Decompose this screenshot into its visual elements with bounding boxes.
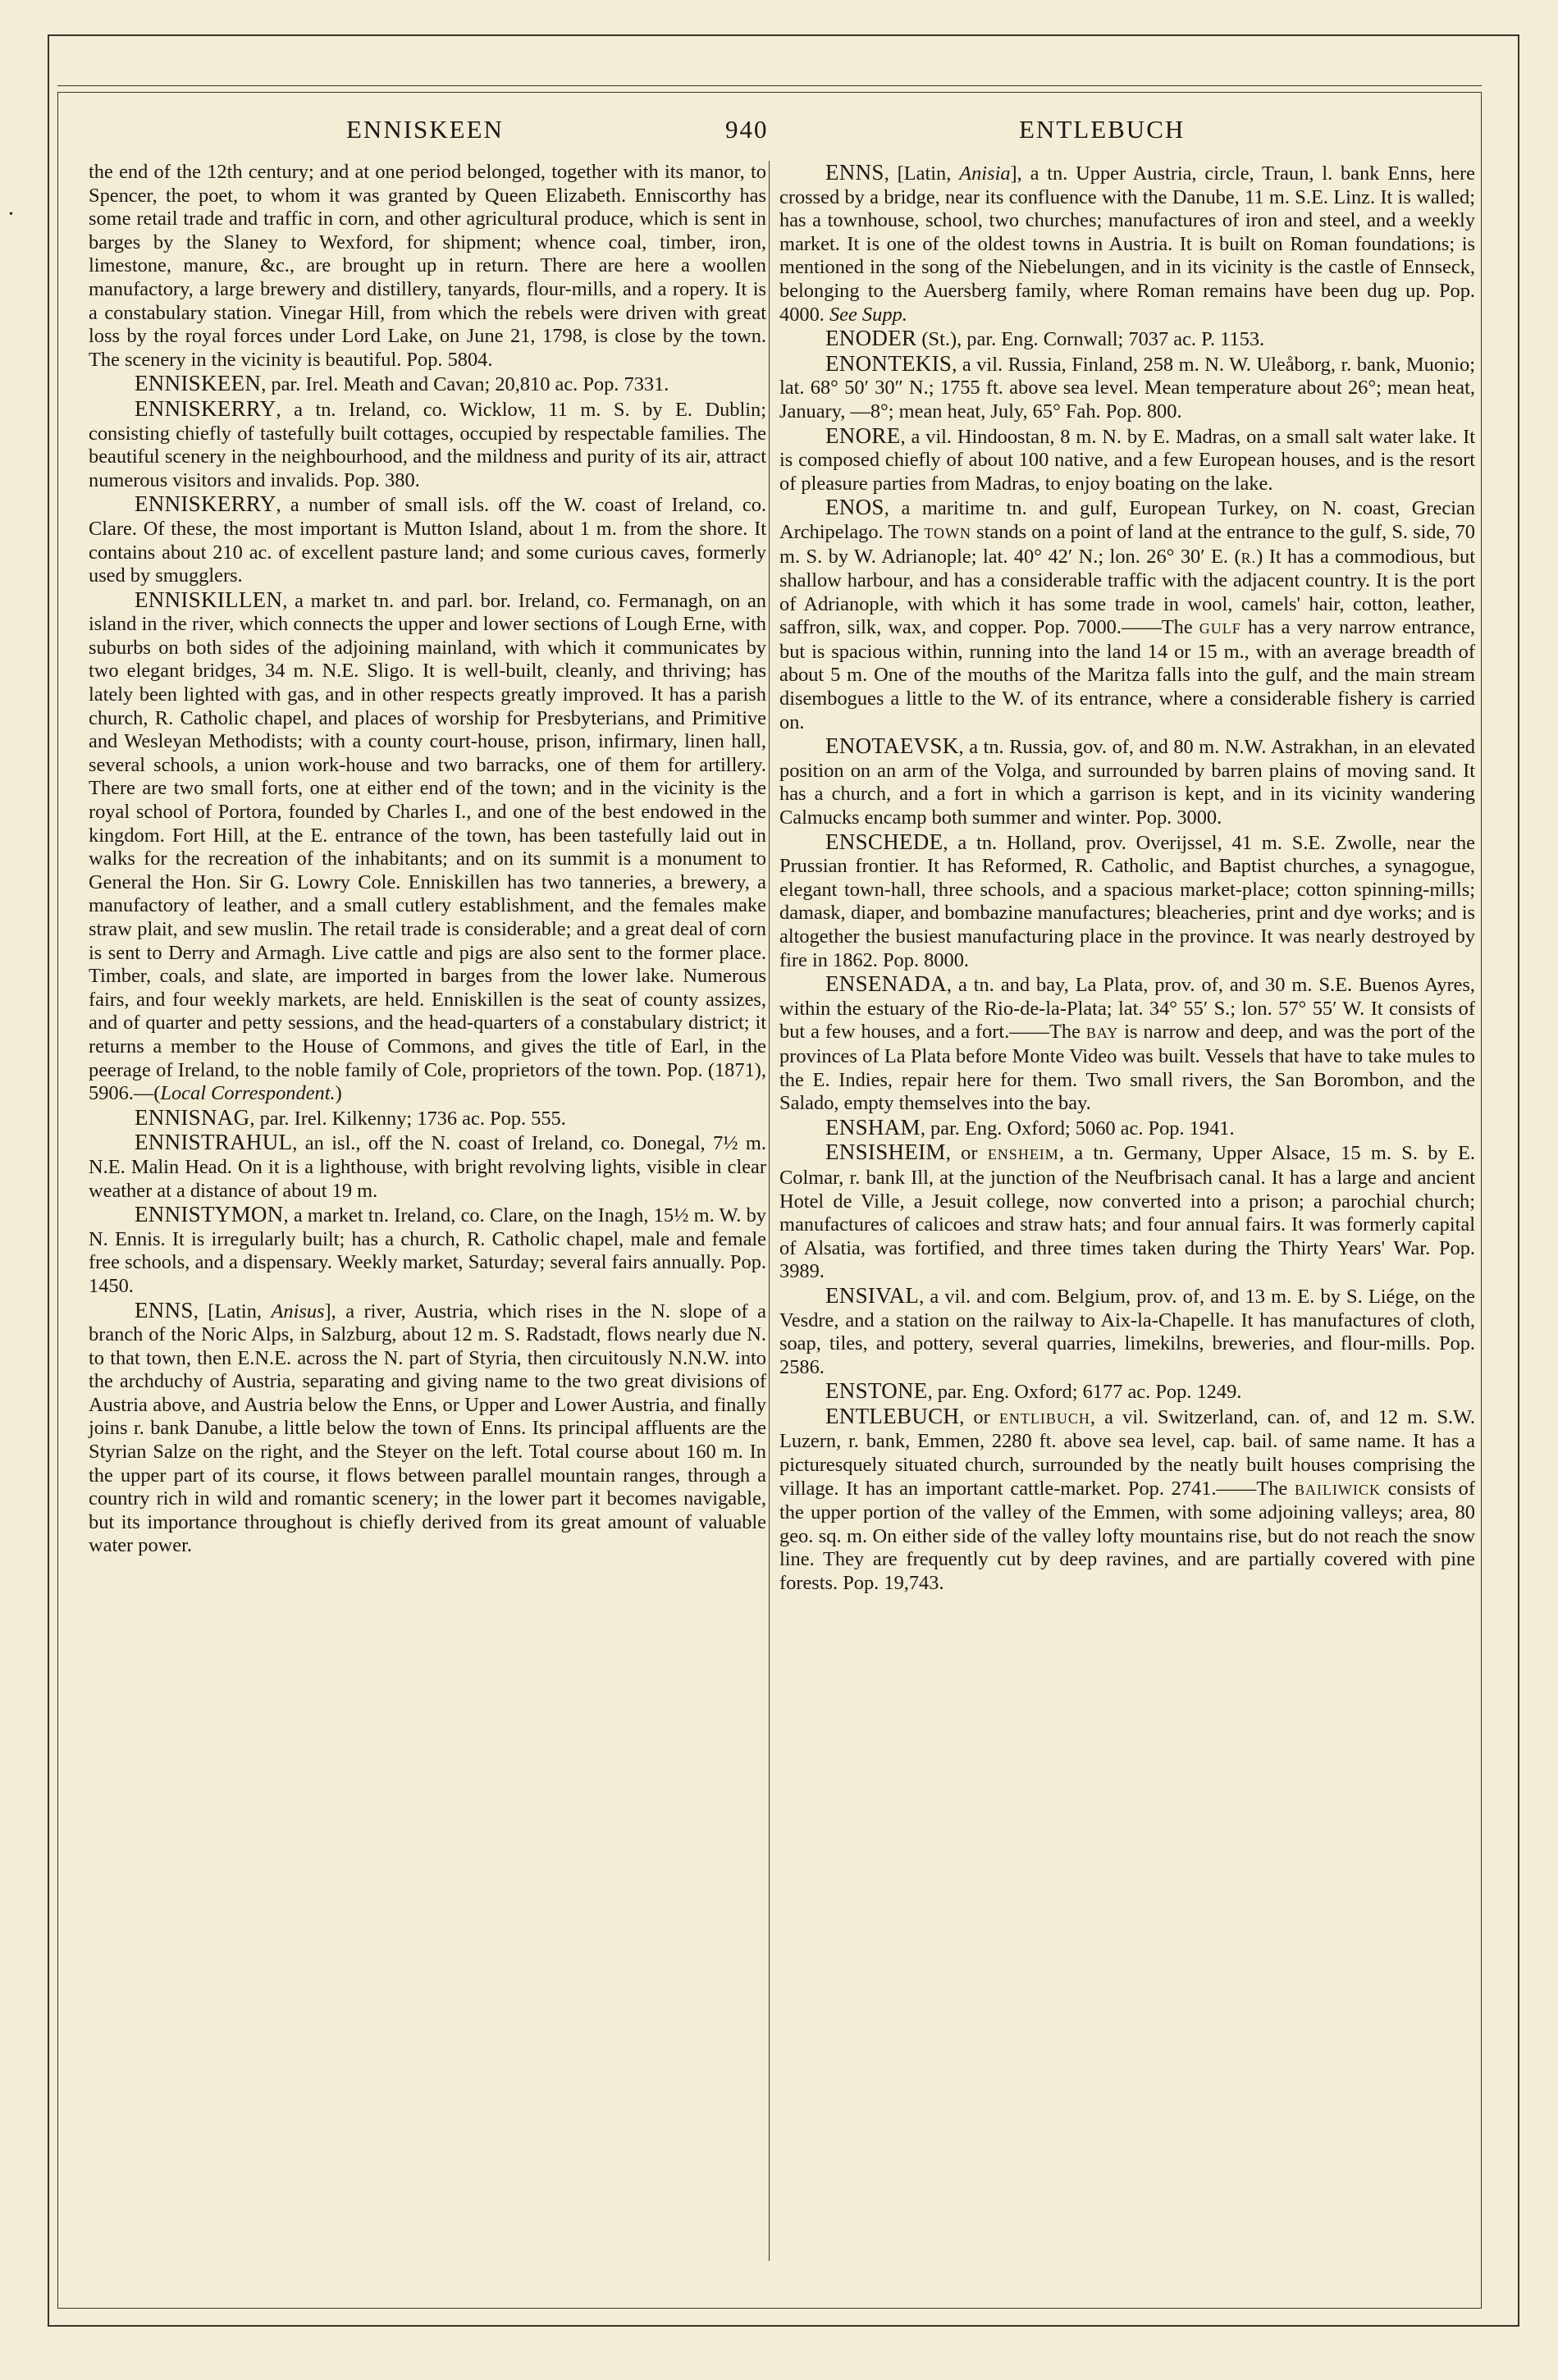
headword: ENNISTRAHUL — [135, 1130, 293, 1155]
entry-enstone: ENSTONE, par. Eng. Oxford; 6177 ac. Pop. 1249. — [825, 1378, 1242, 1404]
entry-entlebuch: ENTLEBUCH, or ENTLIBUCH, a vil. Switzerland, can. of, and 12 m. S.W. Luzern, r. bank, Emmen, 2280 ft. above sea level, cap. bail. of same name. It has a picturesquely situated church, surrounded by the neatly built houses comprising the village. It has an important cattle-market. Pop. 2741.——The BAILIWICK consists of the upper portion of the valley of the Emmen, with some adjoining valleys; area, 80 geo. sq. m. On either side of the valley lofty mountains rise, but do not reach the snow line. They are frequently cut by deep ravines, and are partially covered with pine forests. Pop. 19,743. — [779, 1403, 1475, 1595]
entry-enniskerry-isles: ENNISKERRY, a number of small isls. off the W. coast of Ireland, co. Clare. Of these, the most important is Mutton Island, about 1 m. from the shore. It contains about 210 ac. of excellent pasture land; and some curious caves, formerly used by smugglers. — [89, 491, 766, 587]
entry-enns-river: ENNS, [Latin, Anisus], a river, Austria, which rises in the N. slope of a branch of the Noric Alps, in Salzburg, about 12 m. S. Radstadt, flows nearly due N. to that town, then E.N.E. across the N. part of Styria, then circuitously N.N.W. into the archduchy of Austria, separating and giving name to the two great divisions of Austria above, and Austria below the Enns, or Upper and Lower Austria, and finally joins r. bank Danube, a little below the town of Enns. Its principal affluents are the Styrian Salze on the right, and the Steyer on the left. Total course about 160 m. In the upper part of its course, it flows between parallel mountain ranges, through a country rich in wild and romantic scenery; in the lower part it becomes navigable, but its importance throughout is chiefly derived from its great amount of valuable water power. — [89, 1297, 766, 1557]
entry-enos: ENOS, a maritime tn. and gulf, European Turkey, on N. coast, Grecian Archipelago. The TOWN stands on a point of land at the entrance to the gulf, S. side, 70 m. S. by W. Adrianople; lat. 40° 42′ N.; lon. 26° 30′ E. (R.) It has a commodious, but shallow harbour, and has a considerable traffic with the adjacent country. It is the port of Adrianople, with which it has some trade in wool, camels' hair, cotton, leather, saffron, silk, wax, and copper. Pop. 7000.——The GULF has a very narrow entrance, but is spacious within, running into the land 14 or 15 m., with an average breadth of about 5 m. One of the mouths of the Maritza falls into the gulf, and the main stream disembogues a little to the W. of its entrance, where a considerable fishery is carried on. — [779, 495, 1475, 733]
headword: ENSIVAL — [825, 1282, 920, 1308]
headword: ENSCHEDE — [825, 829, 943, 854]
headword: ENOS — [825, 495, 884, 520]
entry-enniskeen: ENNISKEEN, par. Irel. Meath and Cavan; 20,810 ac. Pop. 7331. — [135, 371, 669, 396]
headword: ENONTEKIS — [825, 350, 953, 376]
entry-ennistrahul: ENNISTRAHUL, an isl., off the N. coast of Ireland, co. Donegal, 7½ m. N.E. Malin Head. On it is a lighthouse, with bright revolving lights, visible in clear weather at a distance of about 19 m. — [89, 1130, 766, 1202]
left-column — [89, 161, 766, 1558]
headword: ENNISKERRY — [135, 491, 276, 517]
headword: ENSENADA — [825, 971, 947, 997]
entry-enniskillen: ENNISKILLEN, a market tn. and parl. bor. Ireland, co. Fermanagh, on an island in the river, which connects the upper and lower sections of Lough Erne, with suburbs on both sides of the adjoining mainland, with which it communicates by two elegant bridges, 34 m. N.E. Sligo. It is well-built, cleanly, and thriving; has lately been lighted with gas, and in other respects greatly improved. It has a parish church, R. Catholic chapel, and places of worship for Presbyterians, and Primitive and Wesleyan Methodists; with a county court-house, prison, infirmary, linen hall, several schools, a union work-house and two barracks, one of them for artillery. There are two small forts, one at either end of the town; and in the vicinity is the royal school of Portora, founded by Charles I., and one of the best endowed in the kingdom. Fort Hill, at the E. entrance of the town, has been tastefully laid out in walks for the recreation of the inhabitants; and on its summit is a monument to General the Hon. Sir G. Lowry Cole. Enniskillen has two tanneries, a brewery, a manufactory of leather, and a small cutlery establishment, and the females make straw plait, and sew muslin. The retail trade is considerable; and a great deal of corn is sent to Derry and Armagh. Live cattle and pigs are also sent to the former place. Timber, coals, and slate, are imported in barges from the lower lake. Numerous fairs, and four weekly markets, are held. Enniskillen is the seat of county assizes, and of quarter and petty sessions, and the head-quarters of a constabulary district; it returns a member to the House of Commons, and gives the title of Earl, in the peerage of Ireland, to the noble family of Cole, proprietors of the town. Pop. (1871), 5906.—(Local Correspondent.) — [89, 587, 766, 1105]
headword: ENNS — [825, 160, 884, 185]
headword: ENOTAEVSK — [825, 733, 959, 759]
entry-ennisnag: ENNISNAG, par. Irel. Kilkenny; 1736 ac. Pop. 555. — [135, 1104, 566, 1130]
running-header — [57, 108, 1482, 158]
page-number: 940 — [725, 115, 769, 144]
entry-enns-town: ENNS, [Latin, Anisia], a tn. Upper Austria, circle, Traun, l. bank Enns, here crossed by a bridge, near its confluence with the Danube, 11 m. S.E. Linz. It is walled; has a townhouse, school, two churches; manufactures of iron and steel, and a weekly market. It is one of the oldest towns in Austria. It is built on Roman foundations; is mentioned in the song of the Niebelungen, and in its vicinity is the castle of Ennseck, belonging to the Auersberg family, where Roman remains have been dug up. Pop. 4000. See Supp. — [779, 160, 1475, 326]
entry-ensham: ENSHAM, par. Eng. Oxford; 5060 ac. Pop. 1941. — [825, 1114, 1235, 1140]
header-right-term: ENTLEBUCH — [1019, 115, 1186, 144]
headword: ENNISKILLEN — [135, 587, 283, 612]
headword: ENNISTYMON — [135, 1202, 284, 1227]
entry-enschede: ENSCHEDE, a tn. Holland, prov. Overijssel, 41 m. S.E. Zwolle, near the Prussian frontier. It has Reformed, R. Catholic, and Baptist churches, a synagogue, elegant town-hall, three schools, and a spacious market-place; cotton spinning-mills; damask, diaper, and bombazine manufactures; bleacheries, print and dye works; and is altogether the busiest manufacturing place in the province. It was nearly destroyed by fire in 1862. Pop. 8000. — [779, 829, 1475, 971]
margin-bullet-icon: • — [9, 208, 13, 221]
entry-enontekis: ENONTEKIS, a vil. Russia, Finland, 258 m. N. W. Uleåborg, r. bank, Muonio; lat. 68° 50′ 30″ N.; 1755 ft. above sea level. Mean temperature about 26°; mean heat, January, —8°; mean heat, July, 65° Fah. Pop. 800. — [779, 350, 1475, 423]
entry-ensival: ENSIVAL, a vil. and com. Belgium, prov. of, and 13 m. E. by S. Liége, on the Vesdre, and a station on the railway to Aix-la-Chapelle. It has manufactures of cloth, soap, tiles, and pottery, several quarries, limekilns, breweries, and flour-mills. Pop. 2586. — [779, 1282, 1475, 1378]
entry-ennistymon: ENNISTYMON, a market tn. Ireland, co. Clare, on the Inagh, 15½ m. W. by N. Ennis. It is irregularly built; has a church, R. Catholic chapel, male and female free schools, and a dispensary. Weekly market, Saturday; several fairs annually. Pop. 1450. — [89, 1202, 766, 1297]
entry-enore: ENORE, a vil. Hindoostan, 8 m. N. by E. Madras, on a small salt water lake. It is composed chiefly of about 100 native, and a few European houses, and is the resort of pleasure parties from Madras, to enjoy boating on the lake. — [779, 423, 1475, 495]
headword: ENNISKERRY — [135, 395, 276, 421]
headword: ENNS — [135, 1297, 194, 1322]
headword: ENORE — [825, 423, 901, 448]
entry-enoder: ENODER (St.), par. Eng. Cornwall; 7037 ac. P. 1153. — [825, 326, 1265, 351]
headword: ENSISHEIM — [825, 1140, 946, 1165]
headword: ENNISKEEN — [135, 371, 262, 396]
headword: ENNISNAG — [135, 1104, 250, 1130]
headword: ENTLEBUCH — [825, 1403, 960, 1428]
header-left-term: ENNISKEEN — [346, 115, 504, 144]
entry-enotaevsk: ENOTAEVSK, a tn. Russia, gov. of, and 80 m. N.W. Astrakhan, in an elevated position on an arm of the Volga, and surrounded by barren plains of moving sand. It has a church, and a fort in which a garrison is kept, and in its vicinity wandering Calmucks encamp both summer and winter. Pop. 3000. — [779, 733, 1475, 829]
entry-enniskerry-town: ENNISKERRY, a tn. Ireland, co. Wicklow, 11 m. S. by E. Dublin; consisting chiefly of tastefully built cottages, occupied by respectable families. The beautiful scenery in the neighbourhood, and the mildness and purity of its air, attract numerous visitors and invalids. Pop. 380. — [89, 395, 766, 491]
page-top-rule — [57, 85, 1482, 86]
entry-ensisheim: ENSISHEIM, or ENSHEIM, a tn. Germany, Upper Alsace, 15 m. S. by E. Colmar, r. bank Ill, at the junction of the Neufbrisach canal. It has a large and ancient Hotel de Ville, a Jesuit college, now converted into a prison; a parochial church; manufactures of calicoes and straw hats; and four annual fairs. It was formerly capital of Alsatia, was fortified, and three times taken during the Thirty Years' War. Pop. 3989. — [779, 1140, 1475, 1283]
headword: ENODER — [825, 326, 917, 351]
entry-ensenada: ENSENADA, a tn. and bay, La Plata, prov. of, and 30 m. S.E. Buenos Ayres, within the estuary of the Rio-de-la-Plata; lat. 34° 55′ S.; lon. 57° 55′ W. It consists of but a few houses, and a fort.——The BAY is narrow and deep, and was the port of the provinces of La Plata before Monte Video was built. Vessels that have to take mules to the E. Indies, repair here for them. Two small rivers, the San Borombon, and the Salado, empty themselves into the bay. — [779, 971, 1475, 1115]
headword: ENSTONE — [825, 1378, 928, 1404]
headword: ENSHAM — [825, 1114, 921, 1140]
column-divider — [769, 161, 770, 2261]
entry-continuation: the end of the 12th century; and at one period belonged, together with its manor, to Spencer, the poet, to whom it was granted by Queen Elizabeth. Enniscorthy has some retail trade and traffic in corn, and other agricultural produce, which is sent in barges by the Slaney to Wexford, for shipment; whence coal, timber, iron, limestone, manure, &c., are brought up in return. There are here a woollen manufactory, a large brewery and distillery, tanyards, flour-mills, and a ropery. It is a constabulary station. Vinegar Hill, from which the rebels were driven with great loss by the royal forces under Lord Lake, on June 21, 1798, is close by the town. The scenery in the vicinity is beautiful. Pop. 5804. — [89, 161, 766, 371]
right-column — [779, 161, 1475, 1596]
